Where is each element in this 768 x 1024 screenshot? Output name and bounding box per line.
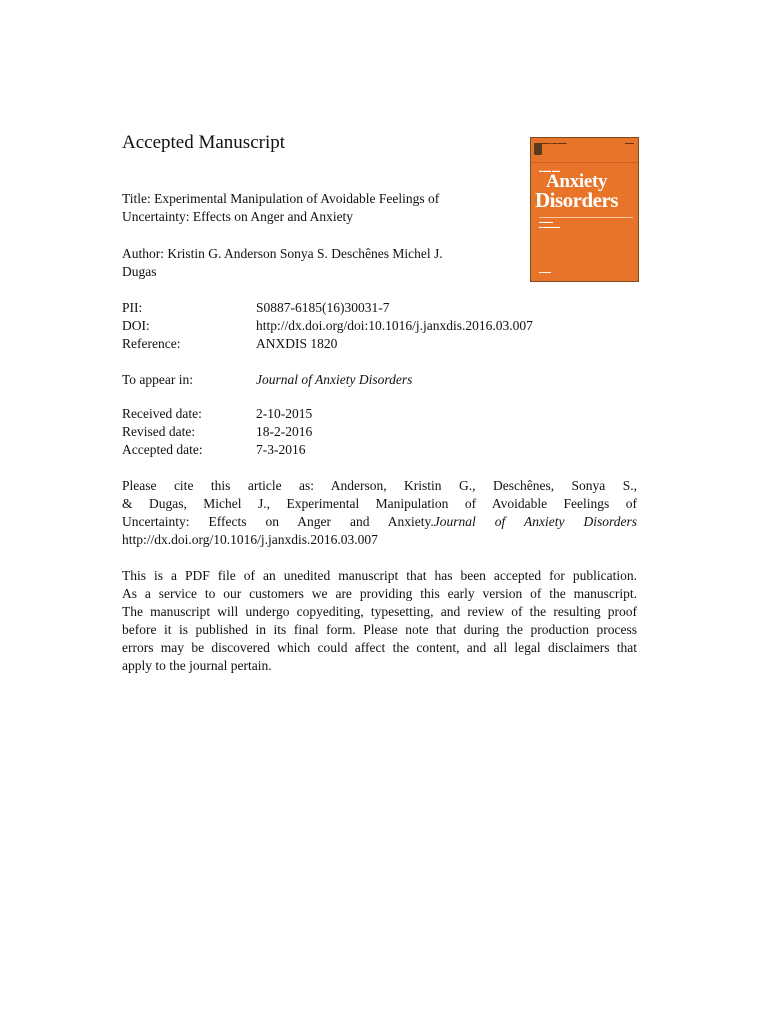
appear-row xyxy=(122,371,637,389)
revised-label: Revised date: xyxy=(122,424,196,439)
cover-title-anxiety: Anxiety xyxy=(546,171,608,192)
citation-line-3-text: Uncertainty: Effects on Anger and Anxiety. xyxy=(122,514,434,529)
pii-value: S0887-6185(16)30031-7 xyxy=(256,300,390,315)
notice-line-6: apply to the journal pertain. xyxy=(122,658,272,673)
notice-line-5: errors may be discovered which could affect the content, and all legal disclaimers that xyxy=(122,640,637,655)
notice-line-1: This is a PDF file of an unedited manuscript that has been accepted for publication. xyxy=(122,568,637,583)
author-line-2: Dugas xyxy=(122,264,157,279)
title-line-1: Title: Experimental Manipulation of Avoidable Feelings of xyxy=(122,191,440,206)
citation-journal: Journal of Anxiety Disorders xyxy=(433,514,637,529)
revised-value: 18-2-2016 xyxy=(256,424,313,439)
received-row xyxy=(122,405,637,423)
appear-label: To appear in: xyxy=(122,372,194,387)
title-line-2: Uncertainty: Effects on Anger and Anxiety xyxy=(122,209,354,224)
doi-row xyxy=(122,317,637,335)
accepted-value: 7-3-2016 xyxy=(256,442,306,457)
cover-divider xyxy=(539,217,633,218)
cover-title-disorders: Disorders xyxy=(535,188,618,212)
author-line-1: Author: Kristin G. Anderson Sonya S. Deschênes Michel J. xyxy=(122,246,443,261)
reference-row xyxy=(122,335,637,353)
pii-label: PII: xyxy=(122,300,143,315)
notice-line-2: As a service to our customers we are providing this early version of the manuscript. xyxy=(122,586,637,601)
cover-issn-text: ▬▬▬ xyxy=(625,141,634,145)
citation-line-1: Please cite this article as: Anderson, Kristin G., Deschênes, Sonya S., xyxy=(122,478,637,493)
notice-line-3: The manuscript will undergo copyediting, typesetting, and review of the resulting proof xyxy=(122,604,637,619)
accepted-label: Accepted date: xyxy=(122,442,203,457)
accepted-row xyxy=(122,441,637,459)
notice-line-4: before it is published in its final form. Please note that during the production process xyxy=(122,622,637,637)
received-label: Received date: xyxy=(122,406,202,421)
pii-row xyxy=(122,299,637,317)
reference-value: ANXDIS 1820 xyxy=(256,336,338,351)
journal-name: Journal of Anxiety Disorders xyxy=(256,372,413,387)
citation-line-3 xyxy=(122,513,637,531)
journal-cover xyxy=(530,137,639,282)
revised-row xyxy=(122,423,637,441)
cover-journal-prefix: ▬▬▬ ▬▬ xyxy=(539,168,561,173)
page-title: Accepted Manuscript xyxy=(122,132,286,153)
citation-block xyxy=(122,477,637,549)
cover-header-text: ▬▬▬ ▬▬ ▬▬▬ xyxy=(541,141,567,145)
reference-label: Reference: xyxy=(122,336,181,351)
notice-block xyxy=(122,567,637,675)
doi-label: DOI: xyxy=(122,318,150,333)
citation-line-2: & Dugas, Michel J., Experimental Manipulation of Avoidable Feelings of xyxy=(122,496,637,511)
cover-editor-name: ▬▬▬▬▬▬ xyxy=(539,225,560,229)
received-value: 2-10-2015 xyxy=(256,406,313,421)
cover-footer: ▬▬▬▬ xyxy=(539,270,551,274)
cover-header xyxy=(531,138,638,163)
cover-editor-label: ▬▬▬▬ xyxy=(539,220,553,224)
citation-doi-link[interactable]: http://dx.doi.org/10.1016/j.janxdis.2016.03.007 xyxy=(122,532,378,547)
doi-link[interactable]: http://dx.doi.org/doi:10.1016/j.janxdis.2016.03.007 xyxy=(256,318,533,333)
